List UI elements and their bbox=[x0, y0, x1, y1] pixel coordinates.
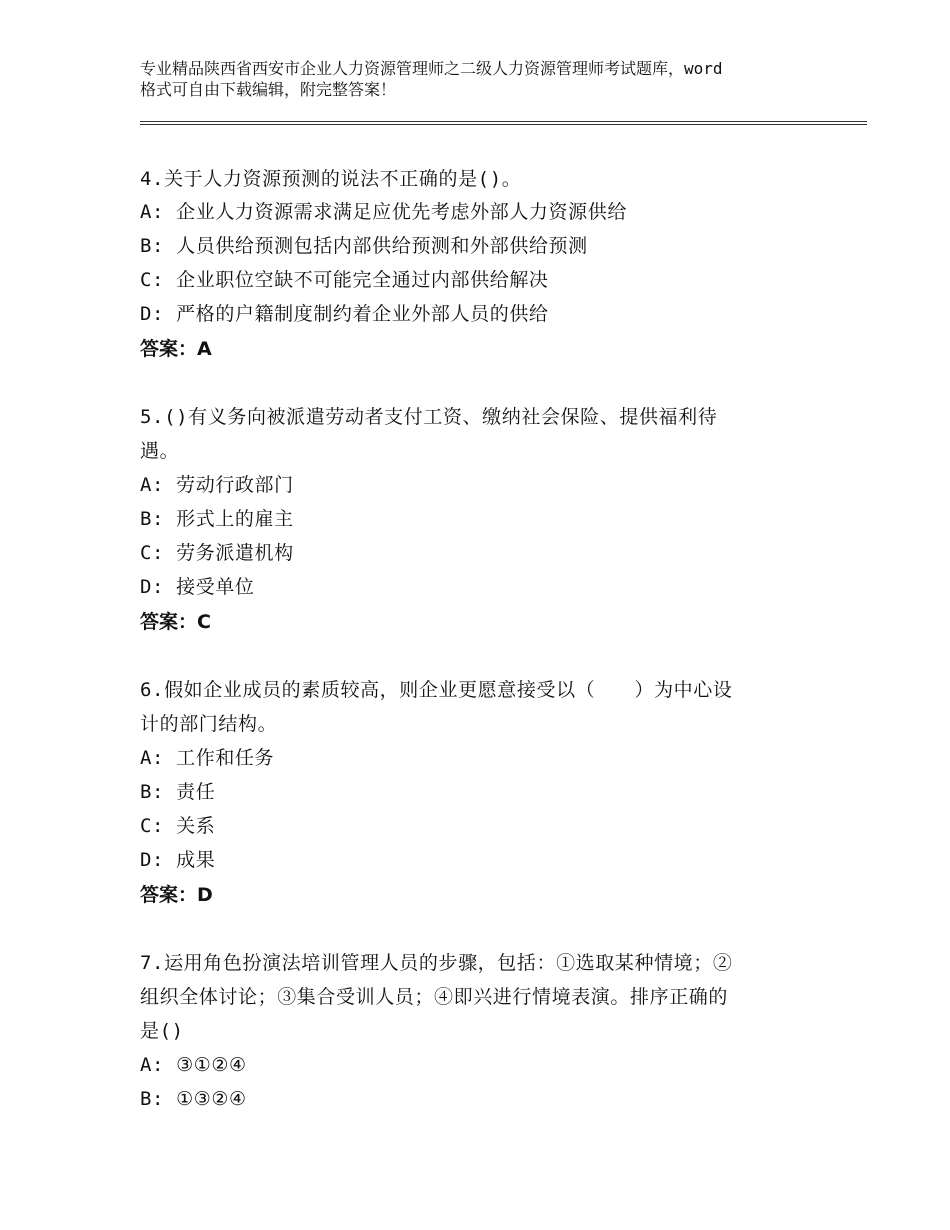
question-4-answer: 答案：A bbox=[140, 338, 212, 360]
question-6-text-line-2: 计的部门结构。 bbox=[140, 713, 278, 735]
question-7-option-a: A: ③①②④ bbox=[140, 1054, 247, 1076]
question-6-answer: 答案：D bbox=[140, 884, 213, 906]
question-7-text-line-1: 7.运用角色扮演法培训管理人员的步骤，包括：①选取某种情境；② bbox=[140, 952, 733, 974]
question-6-option-a: A: 工作和任务 bbox=[140, 747, 275, 769]
question-5-text-line-2: 遇。 bbox=[140, 440, 180, 462]
header-divider-top bbox=[140, 121, 867, 122]
question-4-option-d: D: 严格的户籍制度制约着企业外部人员的供给 bbox=[140, 303, 549, 325]
question-5-option-c: C: 劳务派遣机构 bbox=[140, 542, 294, 564]
question-7-option-b: B: ①③②④ bbox=[140, 1088, 247, 1110]
question-6-option-d: D: 成果 bbox=[140, 849, 216, 871]
question-5-text-line-1: 5.()有义务向被派遣劳动者支付工资、缴纳社会保险、提供福利待 bbox=[140, 406, 718, 428]
question-7-text-line-2: 组织全体讨论；③集合受训人员；④即兴进行情境表演。排序正确的 bbox=[140, 986, 729, 1008]
question-4-option-a: A: 企业人力资源需求满足应优先考虑外部人力资源供给 bbox=[140, 201, 627, 223]
header-line-1: 专业精品陕西省西安市企业人力资源管理师之二级人力资源管理师考试题库，word bbox=[140, 59, 723, 78]
header-line-2: 格式可自由下载编辑，附完整答案！ bbox=[140, 80, 397, 99]
header-divider-bottom bbox=[140, 124, 867, 125]
question-4-option-b: B: 人员供给预测包括内部供给预测和外部供给预测 bbox=[140, 235, 588, 257]
document-header bbox=[140, 58, 830, 100]
question-5-option-b: B: 形式上的雇主 bbox=[140, 508, 294, 530]
question-5-option-d: D: 接受单位 bbox=[140, 576, 255, 598]
question-5-option-a: A: 劳动行政部门 bbox=[140, 474, 294, 496]
question-5-answer: 答案：C bbox=[140, 611, 211, 633]
question-4-option-c: C: 企业职位空缺不可能完全通过内部供给解决 bbox=[140, 269, 549, 291]
question-6-option-b: B: 责任 bbox=[140, 781, 216, 803]
question-6-option-c: C: 关系 bbox=[140, 815, 216, 837]
question-4-text: 4.关于人力资源预测的说法不正确的是()。 bbox=[140, 168, 522, 190]
question-6-text-line-1: 6.假如企业成员的素质较高，则企业更愿意接受以（ ）为中心设 bbox=[140, 679, 733, 701]
question-7-text-line-3: 是() bbox=[140, 1020, 184, 1042]
